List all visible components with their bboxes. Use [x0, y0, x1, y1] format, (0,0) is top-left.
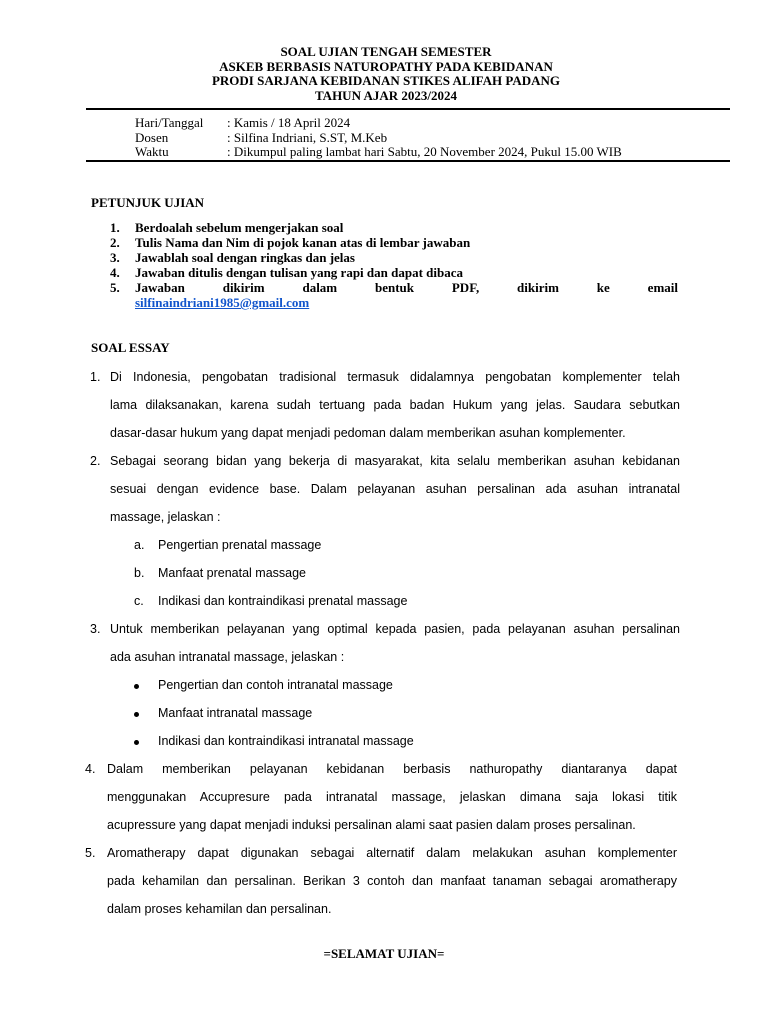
question-line: ada asuhan intranatal massage, jelaskan : — [110, 650, 345, 664]
instruction-text: Jawaban ditulis dengan tulisan yang rapi dan dapat dibaca — [135, 265, 463, 280]
question-line: dasar-dasar hukum yang dapat menjadi pedoman dalam memberikan asuhan komplementer. — [110, 426, 626, 440]
instruction-text: Tulis Nama dan Nim di pojok kanan atas di lembar jawaban — [135, 235, 471, 250]
header-divider — [86, 108, 730, 110]
header-course: ASKEB BERBASIS NATUROPATHY PADA KEBIDANAN — [219, 58, 553, 74]
sub-text: Pengertian prenatal massage — [158, 538, 322, 552]
question-line: menggunakan Accupresure pada intranatal massage, jelaskan dimana saja lokasi titik — [107, 790, 677, 804]
instruction-number: 4. — [110, 265, 120, 280]
sub-marker: a. — [134, 538, 145, 552]
question-line: Dalam memberikan pelayanan kebidanan berbasis nathuropathy diantaranya dapat — [107, 762, 677, 776]
instruction-item — [110, 250, 678, 265]
question-line: Sebagai seorang bidan yang bekerja di masyarakat, kita selalu memberikan asuhan kebidanan — [110, 454, 680, 468]
sub-text: Indikasi dan kontraindikasi intranatal massage — [158, 734, 414, 748]
question-line: acupressure yang dapat menjadi induksi persalinan alami saat pasien dalam proses persalinan. — [107, 818, 636, 832]
info-divider — [86, 160, 730, 162]
instructions-list — [110, 220, 678, 310]
question-line: Di Indonesia, pengobatan tradisional termasuk didalamnya pengobatan komplementer telah — [110, 370, 680, 384]
essay-title: SOAL ESSAY — [91, 340, 170, 355]
lecturer-label: Dosen — [135, 129, 169, 145]
info-row-time — [135, 145, 622, 160]
day-value: : Kamis / 18 April 2024 — [227, 115, 351, 130]
question-line: lama dilaksanakan, karena sudah tertuang pada badan Hukum yang jelas. Saudara sebutkan — [110, 398, 680, 412]
instruction-number: 2. — [110, 235, 120, 250]
question-number: 3. — [90, 622, 101, 636]
day-label: Hari/Tanggal — [135, 115, 204, 130]
email-link[interactable]: silfinaindriani1985@gmail.com — [135, 295, 310, 310]
instruction-item — [110, 220, 678, 235]
instruction-number: 3. — [110, 250, 120, 265]
info-row-lecturer — [135, 131, 622, 146]
bullet-icon — [134, 712, 139, 717]
instruction-text — [135, 280, 678, 310]
instruction-item — [110, 265, 678, 280]
question-line: Untuk memberikan pelayanan yang optimal kepada pasien, pada pelayanan asuhan persalinan — [110, 622, 680, 636]
question-line: sesuai dengan evidence base. Dalam pelayanan asuhan persalinan ada asuhan intranatal — [110, 482, 680, 496]
sub-marker: c. — [134, 594, 144, 608]
sub-text: Manfaat intranatal massage — [158, 706, 313, 720]
time-label: Waktu — [135, 144, 169, 159]
question-line: Aromatherapy dapat digunakan sebagai alternatif dalam melakukan asuhan komplementer — [107, 846, 677, 860]
exam-info — [135, 116, 622, 160]
header-program: PRODI SARJANA KEBIDANAN STIKES ALIFAH PADANG — [211, 73, 561, 88]
question-line: dalam proses kehamilan dan persalinan. — [107, 902, 332, 916]
question-number: 5. — [85, 846, 96, 860]
instruction-number: 1. — [110, 220, 120, 235]
sub-text: Indikasi dan kontraindikasi prenatal massage — [158, 594, 408, 608]
instruction-email-text: Jawaban dikirim dalam bentuk PDF, dikirim ke email — [135, 280, 678, 295]
question-number: 1. — [90, 370, 101, 384]
question-line: massage, jelaskan : — [110, 510, 221, 524]
sub-text: Pengertian dan contoh intranatal massage — [158, 678, 393, 692]
sub-marker: b. — [134, 566, 145, 580]
document-header — [86, 45, 686, 103]
lecturer-value: : Silfina Indriani, S.ST, M.Keb — [227, 129, 388, 145]
bullet-icon — [134, 740, 139, 745]
question-line: pada kehamilan dan persalinan. Berikan 3 contoh dan manfaat tanaman sebagai aromatherapy — [107, 874, 677, 888]
time-value: : Dikumpul paling lambat hari Sabtu, 20 November 2024, Pukul 15.00 WIB — [227, 144, 622, 159]
info-row-day — [135, 116, 622, 131]
sub-text: Manfaat prenatal massage — [158, 566, 307, 580]
bullet-icon — [134, 684, 139, 689]
instruction-number: 5. — [110, 280, 120, 295]
question-number: 4. — [85, 762, 96, 776]
header-year: TAHUN AJAR 2023/2024 — [314, 87, 458, 103]
instructions-title: PETUNJUK UJIAN — [91, 195, 205, 210]
question-number: 2. — [90, 454, 101, 468]
closing-text: =SELAMAT UJIAN= — [323, 946, 445, 961]
instruction-item — [110, 280, 678, 310]
instruction-item — [110, 235, 678, 250]
header-title: SOAL UJIAN TENGAH SEMESTER — [280, 44, 492, 59]
instruction-text: Berdoalah sebelum mengerjakan soal — [135, 220, 344, 235]
instruction-text: Jawablah soal dengan ringkas dan jelas — [135, 250, 355, 265]
